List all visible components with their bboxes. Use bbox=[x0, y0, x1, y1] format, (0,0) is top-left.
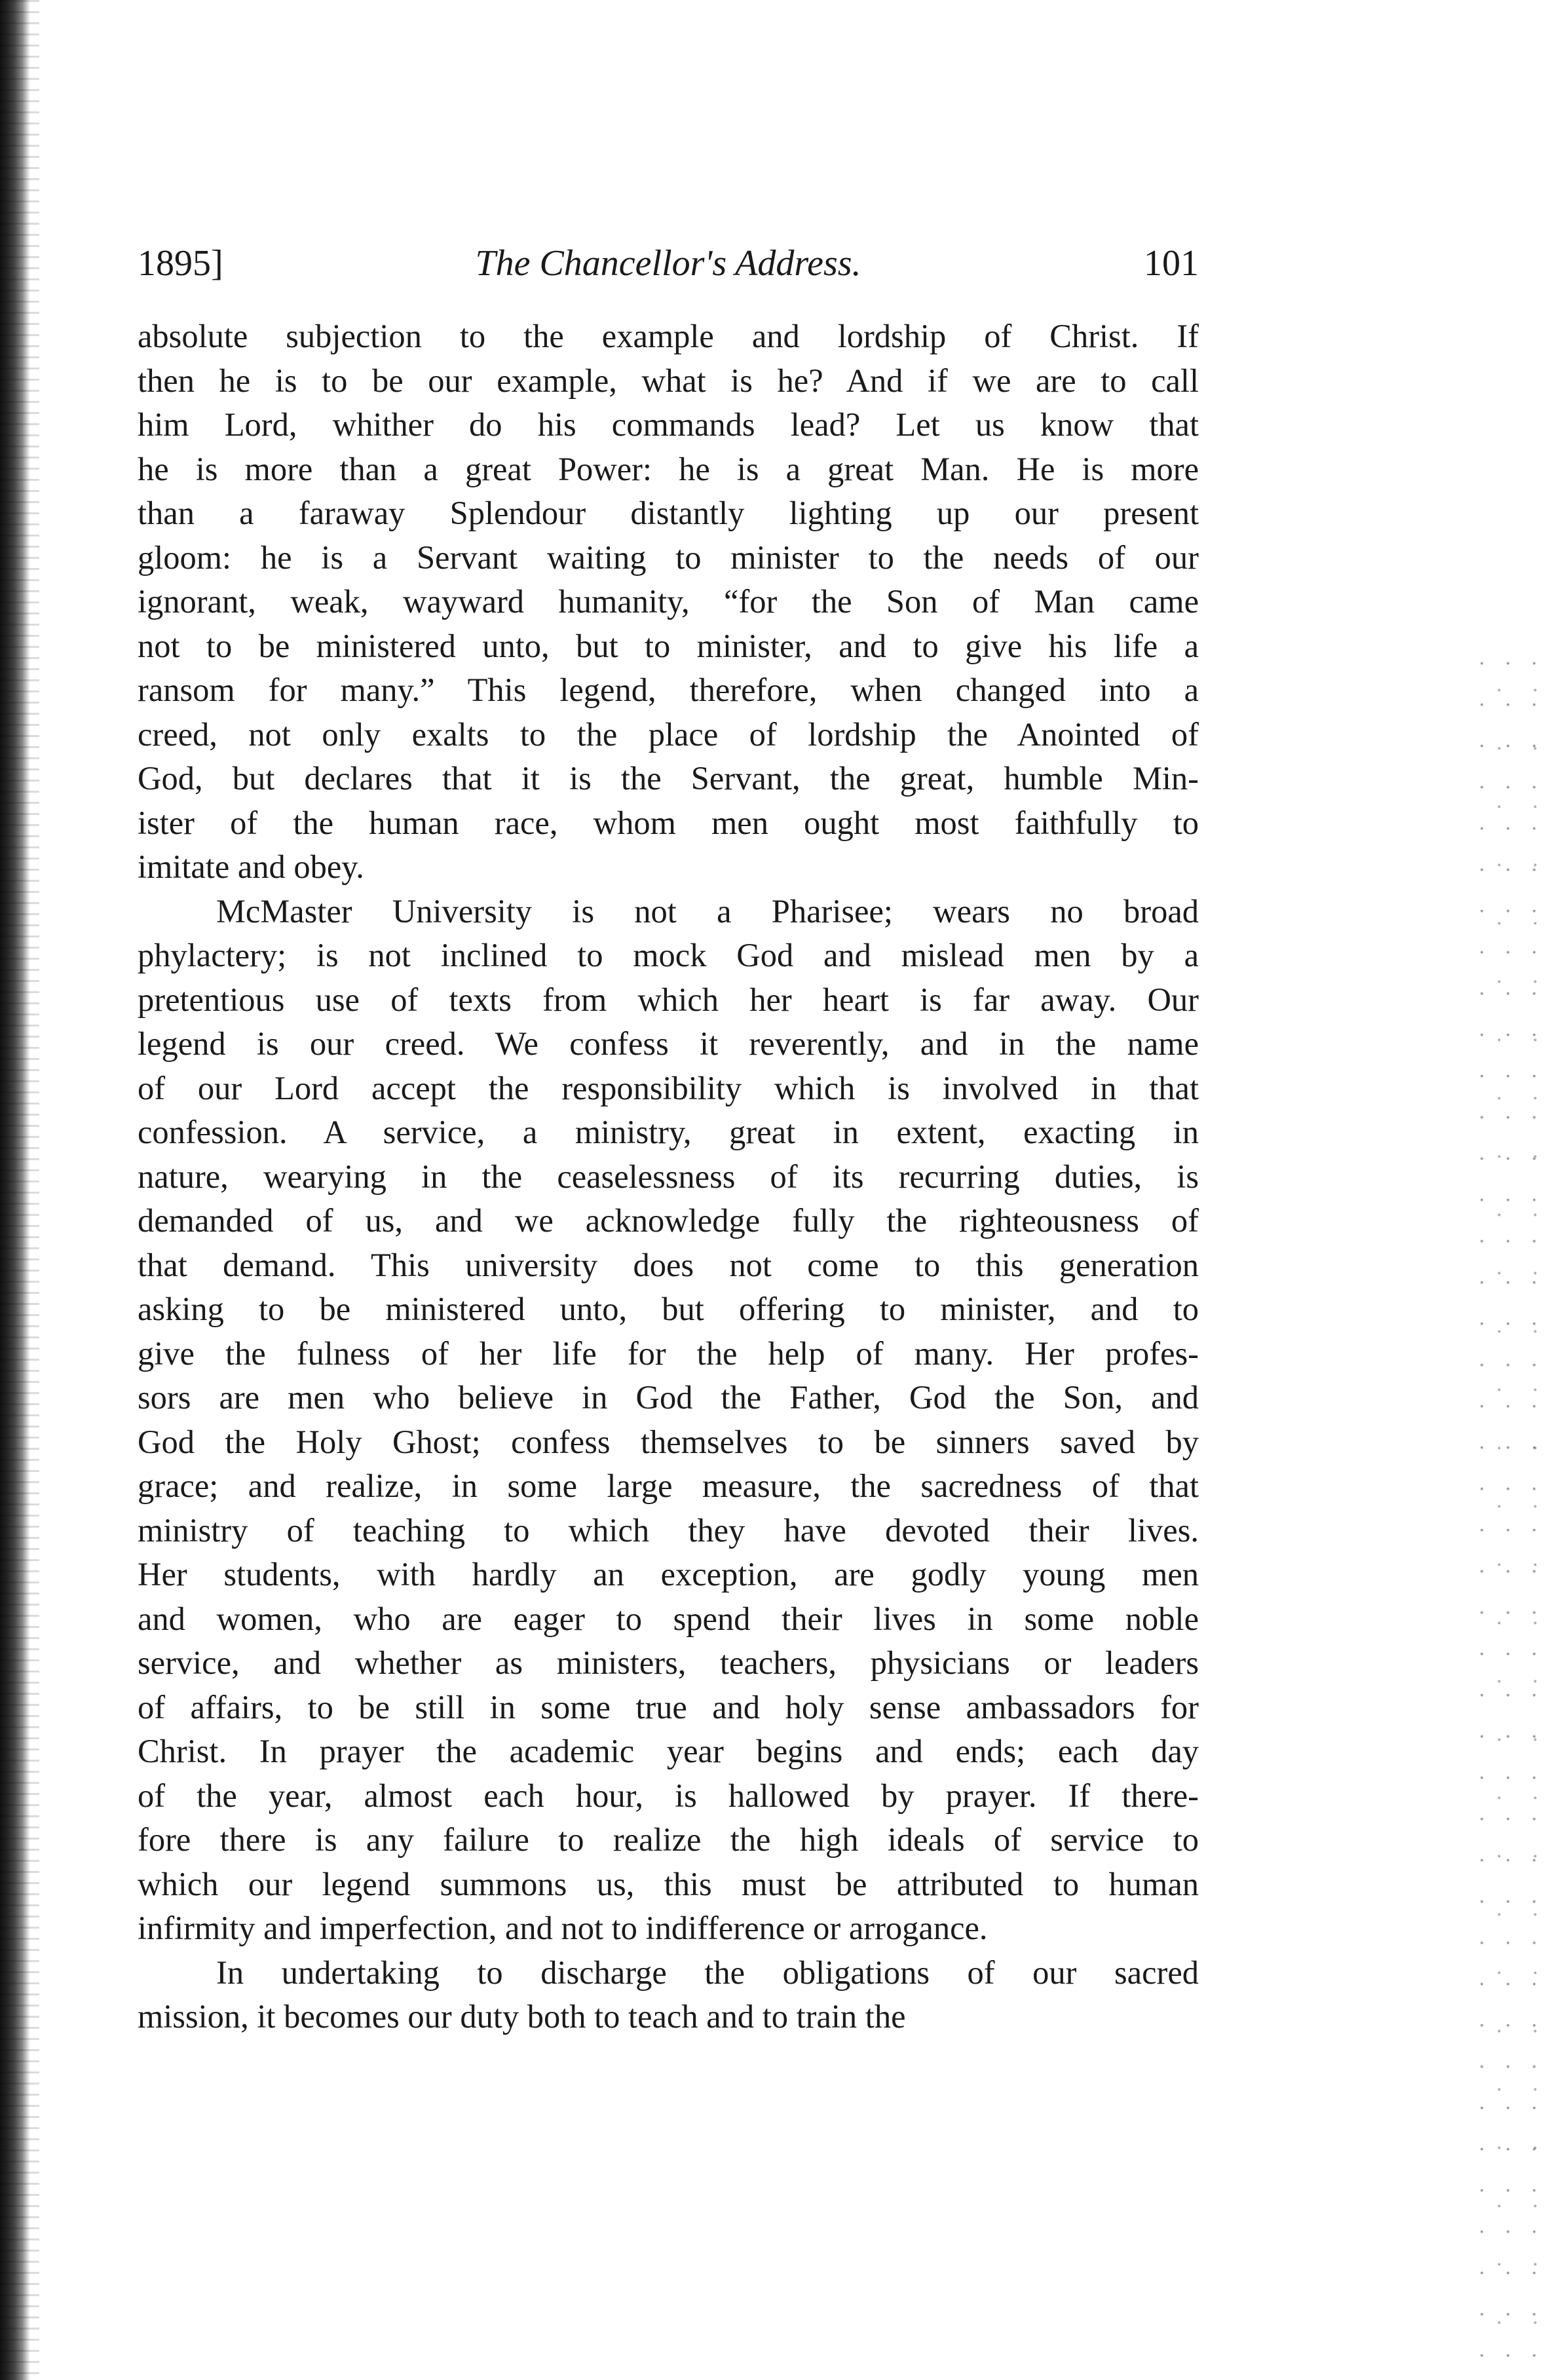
text-line: which our legend summons us, this must be attributed to human bbox=[138, 1865, 1199, 1902]
text-line: creed, not only exalts to the place of lordship the Anointed of bbox=[138, 715, 1199, 753]
paragraph bbox=[138, 1951, 1199, 2039]
text-line: phylactery; is not inclined to mock God and mislead men by a bbox=[138, 937, 1199, 973]
text-line: nature, wearying in the ceaselessness of its recurring duties, is bbox=[138, 1158, 1199, 1195]
text-line: of our Lord accept the responsibility which is involved in that bbox=[138, 1069, 1199, 1106]
binding-edge-texture bbox=[0, 0, 39, 2380]
paragraph bbox=[138, 890, 1199, 1951]
text-line: Christ. In prayer the academic year begins and ends; each day bbox=[138, 1733, 1199, 1769]
text-line: asking to be ministered unto, but offering to minister, and to bbox=[138, 1291, 1199, 1327]
text-line: absolute subjection to the example and lordship of Christ. If bbox=[138, 318, 1199, 354]
text-line: him Lord, whither do his commands lead? Let us know that bbox=[138, 406, 1199, 443]
text-line: give the fulness of her life for the help of many. Her profes- bbox=[138, 1334, 1199, 1372]
text-line: and women, who are eager to spend their lives in some noble bbox=[138, 1600, 1199, 1637]
text-line: Her students, with hardly an exception, are godly young men bbox=[138, 1556, 1199, 1593]
header-year: 1895] bbox=[138, 243, 223, 284]
text-line: then he is to be our example, what is he? And if we are to call bbox=[138, 362, 1199, 399]
text-line: God, but declares that it is the Servant, the great, humble Min- bbox=[138, 760, 1199, 797]
text-line: ister of the human race, whom men ought most faithfully to bbox=[138, 804, 1199, 841]
text-line: legend is our creed. We confess it reverently, and in the name bbox=[138, 1025, 1199, 1062]
text-line: of the year, almost each hour, is hallowed by prayer. If there- bbox=[138, 1777, 1199, 1814]
running-header bbox=[138, 242, 1199, 288]
text-line: fore there is any failure to realize the high ideals of service to bbox=[138, 1821, 1199, 1858]
text-line: that demand. This university does not come to this generation bbox=[138, 1246, 1199, 1283]
text-line: infirmity and imperfection, and not to indifference or arrogance. bbox=[138, 1910, 988, 1946]
text-line: not to be ministered unto, but to minister, and to give his life a bbox=[138, 627, 1199, 664]
text-line: he is more than a great Power: he is a great Man. He is more bbox=[138, 450, 1199, 487]
text-line: gloom: he is a Servant waiting to minister to the needs of our bbox=[138, 538, 1199, 576]
text-line: grace; and realize, in some large measure, the sacredness of that bbox=[138, 1467, 1199, 1504]
text-line: ignorant, weak, wayward humanity, “for the Son of Man came bbox=[138, 583, 1199, 620]
header-title: The Chancellor's Address. bbox=[475, 243, 861, 284]
text-line: imitate and obey. bbox=[138, 848, 364, 885]
paragraph bbox=[138, 314, 1199, 890]
text-line: In undertaking to discharge the obligations of our sacred bbox=[216, 1954, 1199, 1991]
body-text bbox=[138, 314, 1199, 2039]
text-line: than a faraway Splendour distantly lighting up our present bbox=[138, 495, 1199, 531]
scan-noise-margin bbox=[1474, 655, 1539, 2358]
text-line: ministry of teaching to which they have devoted their lives. bbox=[138, 1511, 1199, 1549]
text-line: sors are men who believe in God the Father, God the Son, and bbox=[138, 1379, 1199, 1416]
text-line: mission, it becomes our duty both to teach and to train the bbox=[138, 1998, 906, 2035]
text-line: service, and whether as ministers, teachers, physicians or leaders bbox=[138, 1644, 1199, 1681]
text-line: demanded of us, and we acknowledge fully the righteousness of bbox=[138, 1202, 1199, 1239]
text-line: McMaster University is not a Pharisee; wears no broad bbox=[216, 892, 1199, 930]
text-line: God the Holy Ghost; confess themselves to be sinners saved by bbox=[138, 1423, 1199, 1460]
text-line: of affairs, to be still in some true and holy sense ambassadors for bbox=[138, 1688, 1199, 1726]
text-line: ransom for many.” This legend, therefore, when changed into a bbox=[138, 671, 1199, 708]
text-line: pretentious use of texts from which her heart is far away. Our bbox=[138, 981, 1199, 1018]
text-line: confession. A service, a ministry, great in extent, exacting in bbox=[138, 1114, 1199, 1150]
page-number: 101 bbox=[1144, 243, 1199, 284]
